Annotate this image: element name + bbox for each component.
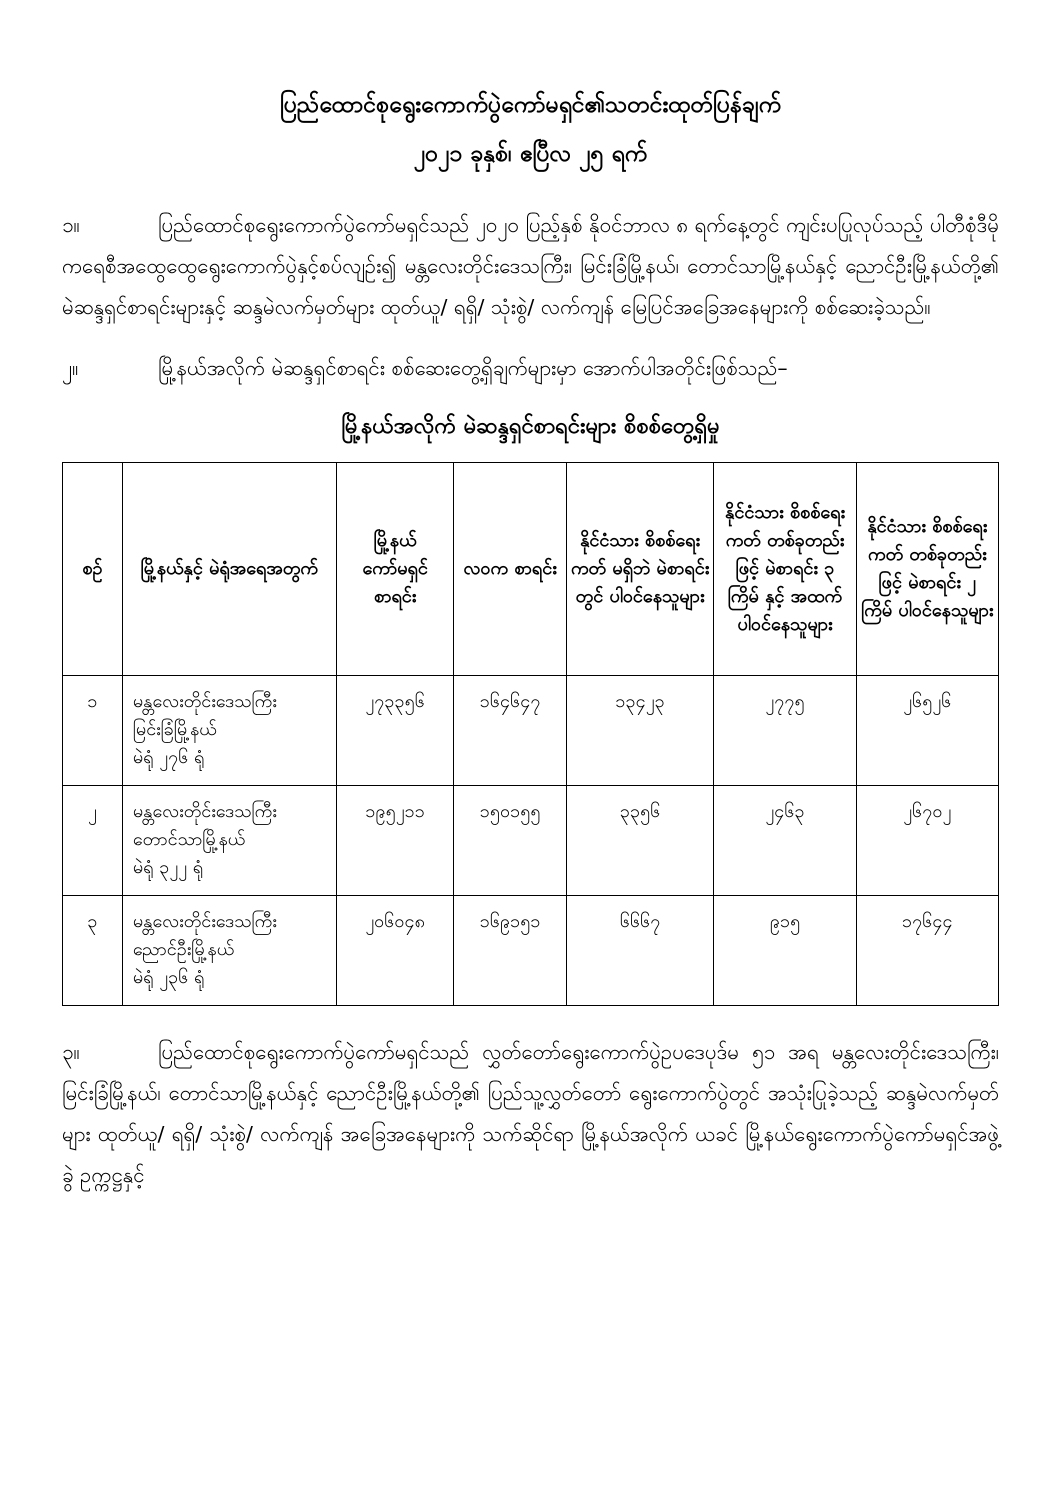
row-value: ၁၉၅၂၁၁ <box>336 786 454 896</box>
table-header-cell: နိုင်ငံသား စိစစ်ရေးကတ် မရှိဘဲ မဲစာရင်းတွင် ပါဝင်နေသူများ <box>566 463 714 676</box>
row-value: ၂၀၆၀၄၈ <box>336 896 454 1006</box>
table-header-cell: မြို့နယ် ကော်မရှင် စာရင်း <box>336 463 454 676</box>
table-row <box>63 676 999 786</box>
row-index: ၃ <box>63 896 123 1006</box>
paragraph-1-text: ပြည်ထောင်စုရွေးကောက်ပွဲကော်မရှင်သည် ၂၀၂၀ ပြည့်နှစ် နိုဝင်ဘာလ ၈ ရက်နေ့တွင် ကျင်းပပြုလုပ်သည့် ပါတီစုံဒီမိုကရေစီအထွေထွေရွေးကောက်ပွဲနှင့်စပ်လျဉ်း၍ မန္တလေးတိုင်းဒေသကြီး၊ မြင်းခြံမြို့နယ်၊ တောင်သာမြို့နယ်နှင့် ညောင်ဦးမြို့နယ်တို့၏ မဲဆန္ဒရှင်စာရင်းများနှင့် ဆန္ဒမဲလက်မှတ်များ ထုတ်ယူ/ ရရှိ/ သုံးစွဲ/ လက်ကျန် မြေပြင်အခြေအနေများကို စစ်ဆေးခဲ့သည်။ <box>62 213 999 319</box>
paragraph-2 <box>62 348 999 389</box>
row-index: ၁ <box>63 676 123 786</box>
paragraph-3-text: ပြည်ထောင်စုရွေးကောက်ပွဲကော်မရှင်သည် လွှတ်တော်ရွေးကောက်ပွဲဥပဒေပုဒ်မ ၅၁ အရ မန္တလေးတိုင်းဒေသကြီး၊ မြင်းခြံမြို့နယ်၊ တောင်သာမြို့နယ်နှင့် ညောင်ဦးမြို့နယ်တို့၏ ပြည်သူ့လွှတ်တော် ရွေးကောက်ပွဲတွင် အသုံးပြုခဲ့သည့် ဆန္ဒမဲလက်မှတ်များ ထုတ်ယူ/ ရရှိ/ သုံးစွဲ/ လက်ကျန် အခြေအနေများကို သက်ဆိုင်ရာ မြို့နယ်အလိုက် ယခင် မြို့နယ်ရွေးကောက်ပွဲကော်မရှင်အဖွဲ့ခွဲ ဥက္ကဋ္ဌနှင့် <box>62 1040 999 1187</box>
row-value: ၁၅၀၁၅၅ <box>454 786 566 896</box>
row-value: ၂၇၃၃၅၆ <box>336 676 454 786</box>
paragraph-1 <box>62 205 999 328</box>
row-value: ၆၆၆၇ <box>566 896 714 1006</box>
place-line: မန္တလေးတိုင်းဒေသကြီး <box>132 691 277 712</box>
page-title: ပြည်ထောင်စုရွေးကောက်ပွဲကော်မရှင်၏သတင်းထုတ်ပြန်ချက် <box>279 92 781 118</box>
place-line: မဲရုံ ၂၇၆ ရုံ <box>132 746 205 768</box>
row-value: ၂၄၆၃ <box>714 786 856 896</box>
place-line: တောင်သာမြို့နယ် <box>132 828 246 850</box>
row-value: ၁၆၄၆၄၇ <box>454 676 566 786</box>
voter-list-table <box>62 462 999 1006</box>
place-line: မဲရုံ ၂၃၆ ရုံ <box>132 966 205 988</box>
row-place <box>122 786 336 896</box>
row-value: ၁၇၆၄၄ <box>856 896 998 1006</box>
place-line: မန္တလေးတိုင်းဒေသကြီး <box>132 911 277 932</box>
row-value: ၂၆၅၂၆ <box>856 676 998 786</box>
place-line: မြင်းခြံမြို့နယ် <box>132 718 217 740</box>
row-index: ၂ <box>63 786 123 896</box>
table-row <box>63 896 999 1006</box>
place-line: မန္တလေးတိုင်းဒေသကြီး <box>132 801 277 822</box>
row-value: ၂၇၇၅ <box>714 676 856 786</box>
row-value: ၁၃၄၂၃ <box>566 676 714 786</box>
row-value: ၁၆၉၁၅၁ <box>454 896 566 1006</box>
table-header-cell: နိုင်ငံသား စိစစ်ရေးကတ် တစ်ခုတည်းဖြင့် မဲစာရင်း ၂ ကြိမ် ပါဝင်နေသူများ <box>856 463 998 676</box>
table-header-cell: နိုင်ငံသား စိစစ်ရေးကတ် တစ်ခုတည်းဖြင့် မဲစာရင်း ၃ ကြိမ် နှင့် အထက် ပါဝင်နေသူများ <box>714 463 856 676</box>
table-header-row <box>63 463 999 676</box>
table-header-cell: စဉ် <box>63 463 123 676</box>
row-place <box>122 896 336 1006</box>
table-header-cell: မြို့နယ်နှင့် မဲရုံအရေအတွက် <box>122 463 336 676</box>
table-row <box>63 786 999 896</box>
title-block <box>62 88 999 171</box>
row-value: ၉၁၅ <box>714 896 856 1006</box>
place-line: မဲရုံ ၃၂၂ ရုံ <box>132 856 204 878</box>
place-line: ညောင်ဦးမြို့နယ် <box>132 938 235 960</box>
paragraph-3-number: ၃။ <box>62 1040 80 1064</box>
paragraph-3 <box>62 1032 999 1196</box>
document-date: ၂၀၂၁ ခုနှစ်၊ ဧပြီလ ၂၅ ရက် <box>413 140 648 167</box>
table-caption: မြို့နယ်အလိုက် မဲဆန္ဒရှင်စာရင်းများ စိစစ်တွေ့ရှိမှု <box>341 414 720 439</box>
paragraph-2-text: မြို့နယ်အလိုက် မဲဆန္ဒရှင်စာရင်း စစ်ဆေးတွေ့ရှိချက်များမှာ အောက်ပါအတိုင်းဖြစ်သည်– <box>158 356 788 380</box>
row-value: ၂၆၇၀၂ <box>856 786 998 896</box>
table-header-cell: လဝက စာရင်း <box>454 463 566 676</box>
row-place <box>122 676 336 786</box>
row-value: ၃၃၅၆ <box>566 786 714 896</box>
paragraph-2-number: ၂။ <box>62 356 79 380</box>
paragraph-1-number: ၁။ <box>62 213 80 237</box>
